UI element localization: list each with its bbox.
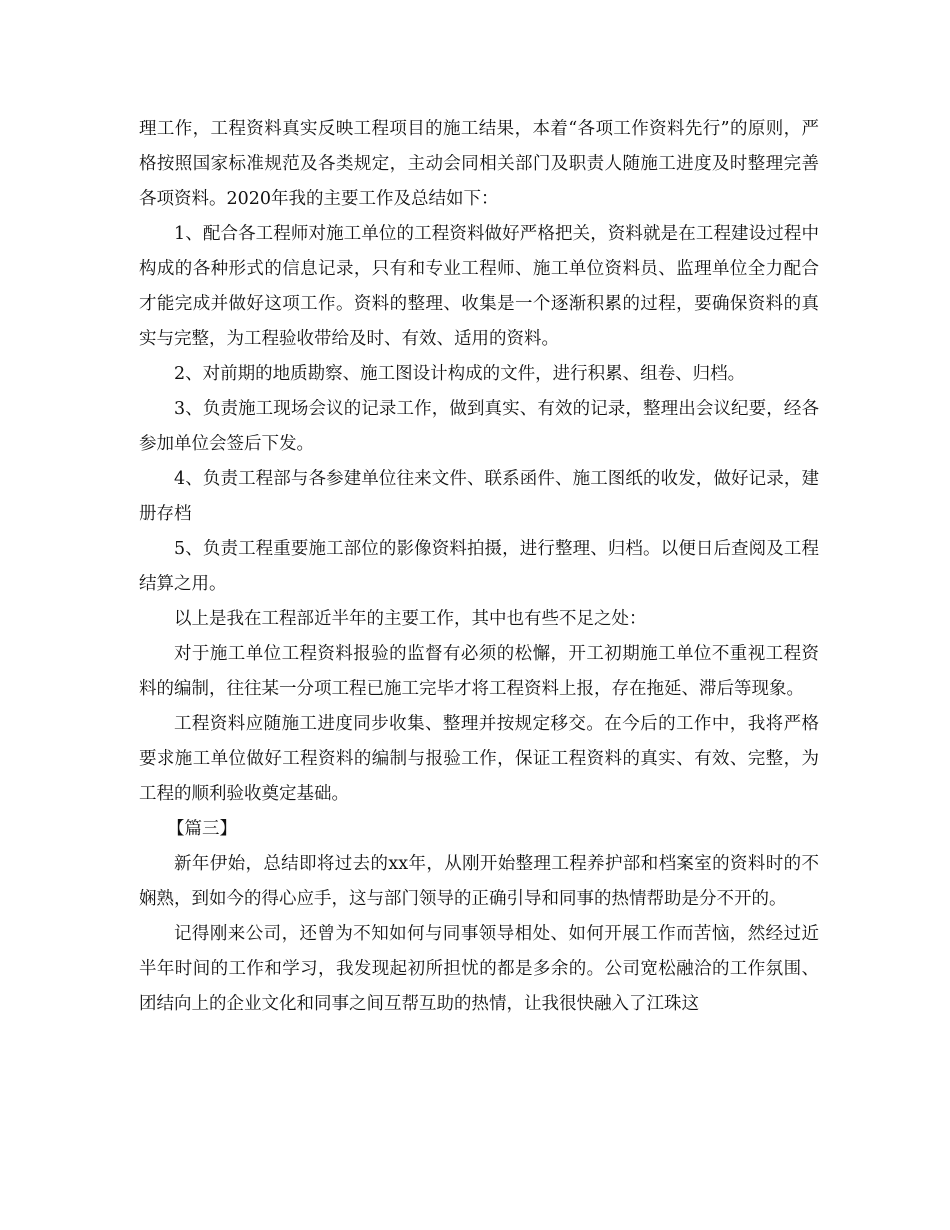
document-body [139,112,819,1022]
paragraph-future-plan: 工程资料应随施工进度同步收集、整理并按规定移交。在今后的工作中，我将严格要求施工单位做好工程资料的编制与报验工作，保证工程资料的真实、有效、完整，为工程的顺利验收奠定基础。 [139,714,819,804]
paragraph-joining-company: 记得刚来公司，还曾为不知如何与同事领导相处、如何开展工作而苦恼，然经过近半年时间的工作和学习，我发现起初所担忧的都是多余的。公司宽松融洽的工作氛围、团结向上的企业文化和同事之间互帮互助的热情，让我很快融入了江珠这 [139,924,819,1014]
paragraph-item-5: 5、负责工程重要施工部位的影像资料拍摄，进行整理、归档。以便日后查阅及工程结算之用。 [139,539,819,594]
paragraph-intro-continuation: 理工作，工程资料真实反映工程项目的施工结果，本着“各项工作资料先行”的原则，严格按照国家标准规范及各类规定，主动会同相关部门及职责人随施工进度及时整理完善各项资料。2020年我的主要工作及总结如下： [139,119,819,209]
paragraph-item-4: 4、负责工程部与各参建单位往来文件、联系函件、施工图纸的收发，做好记录，建册存档 [139,469,819,524]
paragraph-shortcomings-intro: 以上是我在工程部近半年的主要工作，其中也有些不足之处： [174,609,647,629]
paragraph-item-1: 1、配合各工程师对施工单位的工程资料做好严格把关，资料就是在工程建设过程中构成的各种形式的信息记录，只有和专业工程师、施工单位资料员、监理单位全力配合才能完成并做好这项工作。资料的整理、收集是一个逐渐积累的过程，要确保资料的真实与完整，为工程验收带给及时、有效、适用的资料。 [139,224,819,349]
paragraph-shortcomings: 对于施工单位工程资料报验的监督有必须的松懈，开工初期施工单位不重视工程资料的编制，往往某一分项工程已施工完毕才将工程资料上报，存在拖延、滞后等现象。 [139,644,819,699]
paragraph-item-2: 2、对前期的地质勘察、施工图设计构成的文件，进行积累、组卷、归档。 [174,364,746,384]
paragraph-item-3: 3、负责施工现场会议的记录工作，做到真实、有效的记录，整理出会议纪要，经各参加单位会签后下发。 [139,399,819,454]
paragraph-new-year: 新年伊始，总结即将过去的xx年，从刚开始整理工程养护部和档案室的资料时的不娴熟，到如今的得心应手，这与部门领导的正确引导和同事的热情帮助是分不开的。 [139,854,819,909]
section-heading: 【篇三】 [167,819,237,839]
